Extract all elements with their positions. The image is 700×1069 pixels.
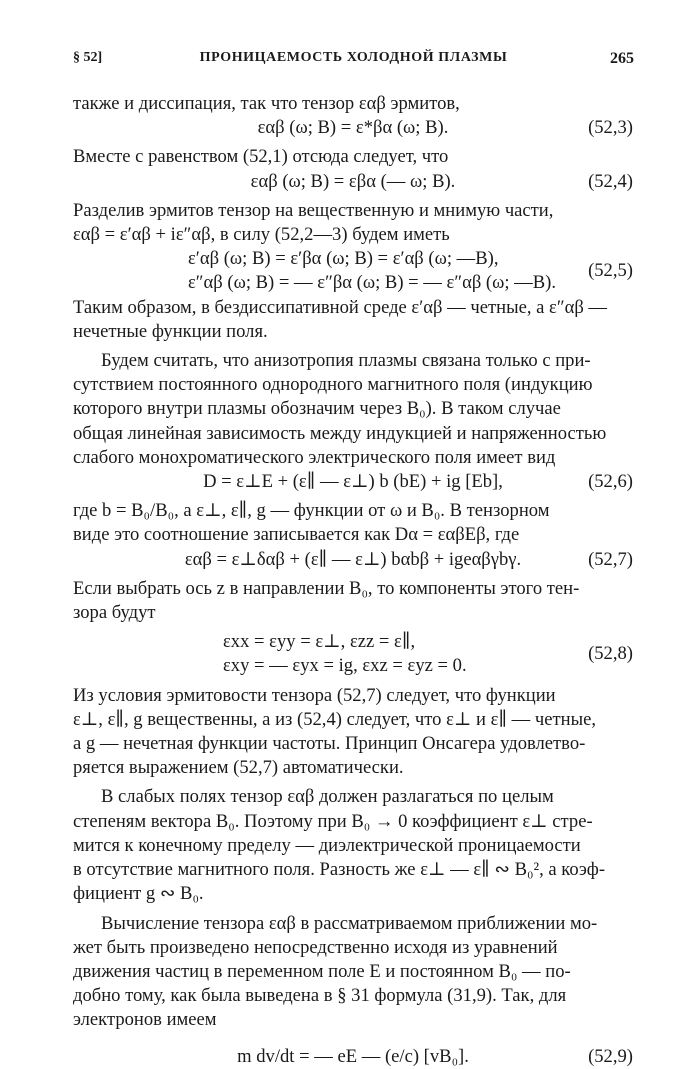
text-line: сутствием постоянного однородного магнитного поля (индукцию — [73, 374, 593, 396]
equation-number: (52,8) — [588, 643, 633, 665]
text-line: добно тому, как была выведена в § 31 формула (31,9). Так, для — [73, 985, 567, 1007]
text-line: ряется выражением (52,7) автоматически. — [73, 757, 404, 779]
text-line: Будем считать, что анизотропия плазмы связана только с при- — [101, 350, 591, 372]
section-ref: § 52] — [73, 50, 103, 65]
text-line: степеням вектора B₀. Поэтому при B₀ → 0 коэффициент ε⊥ стре- — [73, 810, 593, 832]
running-title: ПРОНИЦАЕМОСТЬ ХОЛОДНОЙ ПЛАЗМЫ — [199, 50, 508, 65]
text-line: фициент g ∾ B₀. — [73, 883, 204, 905]
text-line: общая линейная зависимость между индукцией и напряженностью — [73, 422, 607, 444]
text-line: Вместе с равенством (52,1) отсюда следует, что — [73, 146, 449, 168]
equation-number: (52,9) — [588, 1045, 633, 1067]
formula: εαβ (ω; B) = εβα (— ω; B). — [250, 170, 456, 192]
text-line: ε⊥, ε∥, g вещественны, а из (52,4) следует, что ε⊥ и ε∥ — четные, — [73, 708, 597, 730]
equation-52-5 — [73, 247, 633, 295]
equation-number: (52,3) — [588, 117, 633, 139]
formula-line-2: ε″αβ (ω; B) = — ε″βα (ω; B) = — ε″αβ (ω; —B). — [188, 272, 557, 294]
equation-52-7 — [73, 548, 633, 572]
text-line: Если выбрать ось z в направлении B₀, то компоненты этого тен- — [73, 577, 580, 599]
equation-number: (52,7) — [588, 548, 633, 570]
page-number: 265 — [610, 50, 634, 67]
formula: m dv/dt = — eE — (e/c) [vB₀]. — [237, 1045, 469, 1067]
formula: εαβ = ε⊥δαβ + (ε∥ — ε⊥) bαbβ + igeαβγbγ. — [184, 548, 522, 570]
text-line: где b = B₀/B₀, а ε⊥, ε∥, g — функции от ω и B₀. В тензорном — [73, 500, 550, 522]
text-line: Разделив эрмитов тензор на вещественную и мнимую части, — [73, 199, 554, 221]
running-header — [73, 50, 634, 72]
text-line: движения частиц в переменном поле E и постоянном B₀ — по- — [73, 960, 571, 982]
text-line: в отсутствие магнитного поля. Разность же ε⊥ — ε∥ ∾ B₀², а коэф- — [73, 859, 606, 881]
text-line: Вычисление тензора εαβ в рассматриваемом приближении мо- — [101, 912, 598, 934]
text-line: жет быть произведено непосредственно исходя из уравнений — [73, 936, 558, 958]
equation-number: (52,4) — [588, 170, 633, 192]
equation-number: (52,5) — [588, 260, 633, 282]
equation-52-8 — [73, 630, 633, 678]
text-line: В слабых полях тензор εαβ должен разлагаться по целым — [101, 786, 554, 808]
text-line: а g — нечетная функции частоты. Принцип Онсагера удовлетво- — [73, 733, 586, 755]
text-line: также и диссипация, так что тензор εαβ эрмитов, — [73, 93, 460, 114]
text-body — [73, 92, 633, 1069]
formula-line-2: εxy = — εyx = ig, εxz = εyz = 0. — [223, 655, 467, 677]
text-line: электронов имеем — [73, 1009, 217, 1031]
formula-line-1: εxx = εyy = ε⊥, εzz = ε∥, — [223, 631, 416, 653]
text-line: нечетные функции поля. — [73, 320, 268, 342]
equation-52-4 — [73, 170, 633, 194]
equation-52-9 — [73, 1045, 633, 1069]
formula: εαβ (ω; B) = ε*βα (ω; B). — [257, 117, 449, 139]
text-line: εαβ = ε′αβ + iε″αβ, в силу (52,2—3) будем иметь — [73, 224, 450, 246]
text-line: зора будут — [73, 602, 156, 624]
text-line: Из условия эрмитовости тензора (52,7) следует, что функции — [73, 684, 556, 706]
formula: D = ε⊥E + (ε∥ — ε⊥) b (bE) + ig [Eb], — [203, 471, 503, 493]
equation-52-3 — [73, 116, 633, 140]
text-line: которого внутри плазмы обозначим через B₀). В таком случае — [73, 398, 561, 420]
text-line: слабого монохроматического электрического поля имеет вид — [73, 446, 556, 468]
text-line: мится к конечному пределу — диэлектрической проницаемости — [73, 834, 581, 856]
text-line: виде это соотношение записывается как Dα = εαβEβ, где — [73, 524, 520, 546]
equation-number: (52,6) — [588, 471, 633, 493]
text-line: Таким образом, в бездиссипативной среде ε′αβ — четные, а ε″αβ — — [73, 296, 608, 318]
formula-line-1: ε′αβ (ω; B) = ε′βα (ω; B) = ε′αβ (ω; —B), — [188, 248, 499, 270]
equation-52-6 — [73, 470, 633, 494]
